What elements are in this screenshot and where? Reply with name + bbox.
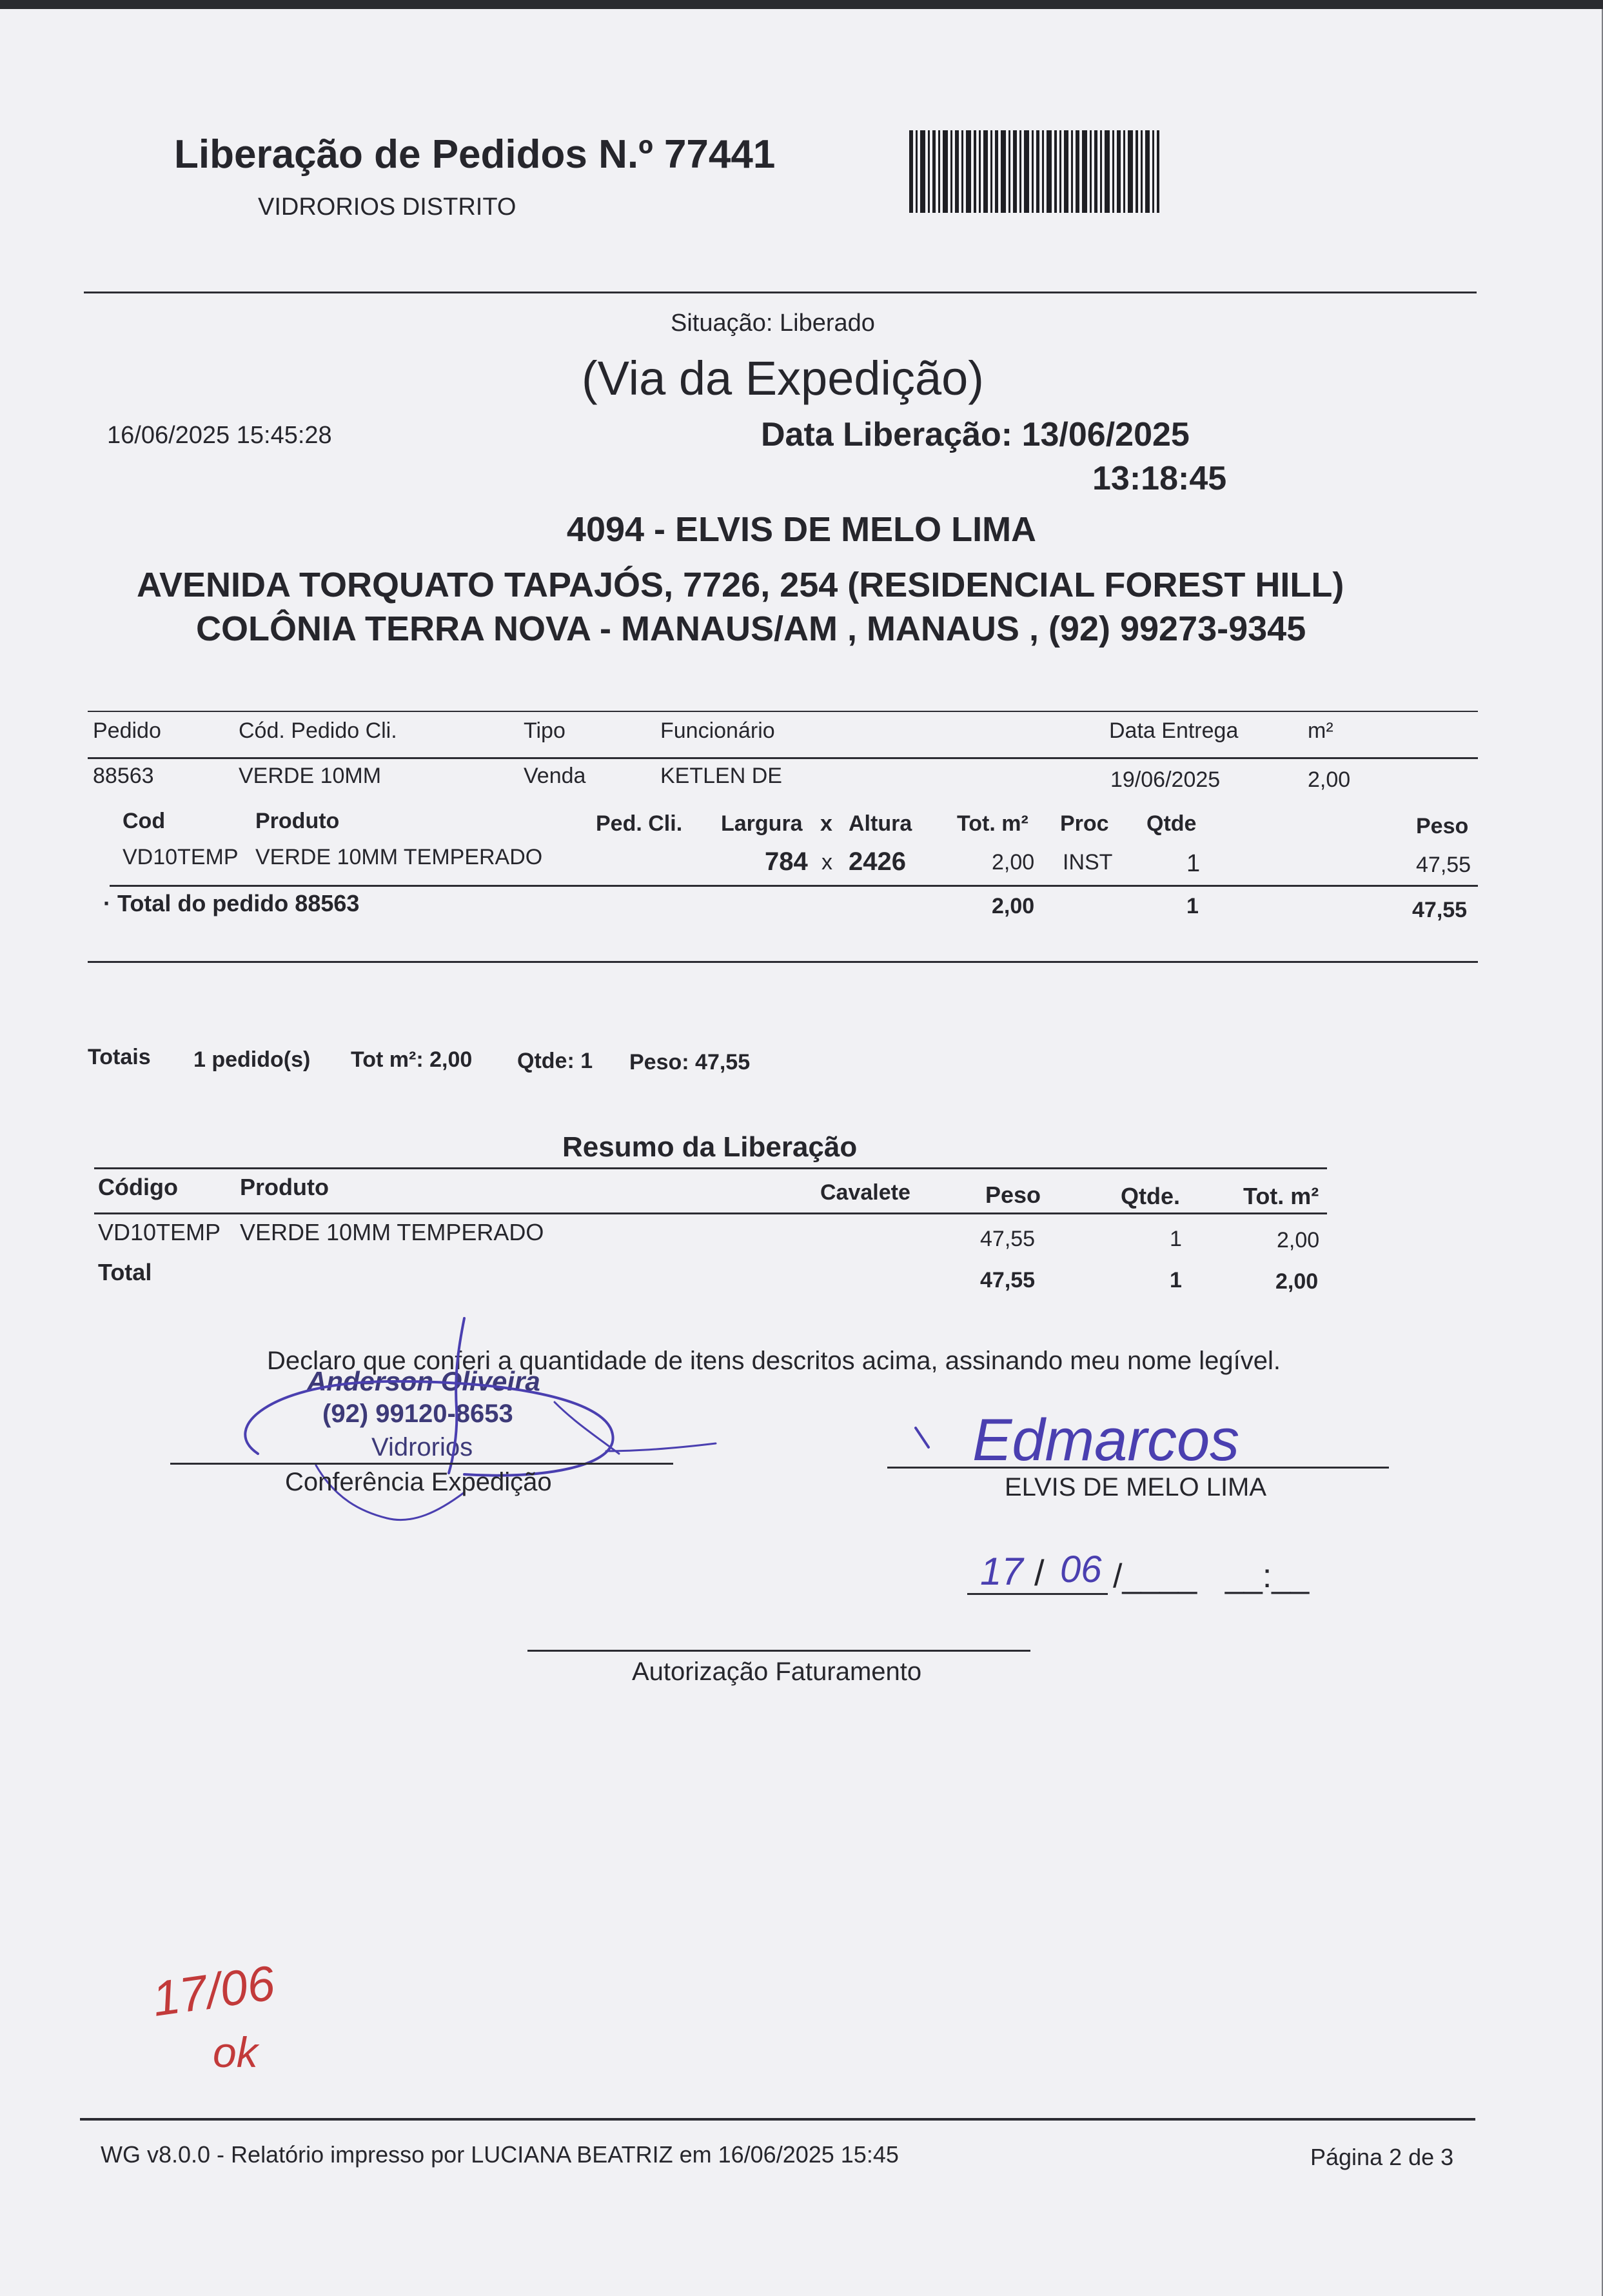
item-header-largura: Largura bbox=[721, 811, 803, 836]
resumo-header-cavalete: Cavalete bbox=[820, 1180, 910, 1205]
autorizacao-label: Autorização Faturamento bbox=[632, 1658, 922, 1686]
client-signature-text: Edmarcos bbox=[972, 1407, 1240, 1473]
resumo-total-tot-m2: 2,00 bbox=[1275, 1269, 1319, 1294]
row-cod-pedido-cli: VERDE 10MM bbox=[239, 764, 382, 788]
row-m2: 2,00 bbox=[1308, 767, 1351, 792]
item-header-peso: Peso bbox=[1416, 814, 1469, 838]
header-tipo: Tipo bbox=[524, 718, 565, 743]
item-total-rule bbox=[110, 885, 1478, 887]
item-header-ped-cli: Ped. Cli. bbox=[596, 811, 683, 836]
stamp-phone: (92) 99120-8653 bbox=[322, 1400, 513, 1428]
date-year-blank: /____ bbox=[1113, 1558, 1197, 1595]
header-funcionario: Funcionário bbox=[660, 718, 775, 743]
item-tot-m2: 2,00 bbox=[992, 850, 1035, 875]
order-total-tot-m2: 2,00 bbox=[992, 894, 1035, 918]
order-header-rule bbox=[88, 757, 1478, 759]
client-signature-line bbox=[887, 1467, 1389, 1469]
header-m2: m² bbox=[1308, 718, 1333, 743]
customer-name: 4094 - ELVIS DE MELO LIMA bbox=[566, 510, 1037, 549]
item-header-altura: Altura bbox=[849, 811, 912, 836]
resumo-row-peso: 47,55 bbox=[980, 1227, 1036, 1251]
footer-report-info: WG v8.0.0 - Relatório impresso por LUCIANA BEATRIZ em 16/06/2025 15:45 bbox=[101, 2141, 899, 2168]
resumo-header-rule bbox=[94, 1212, 1327, 1214]
footer-page-number: Página 2 de 3 bbox=[1310, 2144, 1454, 2170]
header-cod-pedido-cli: Cód. Pedido Cli. bbox=[239, 718, 397, 743]
resumo-row-qtde: 1 bbox=[1170, 1227, 1182, 1251]
data-liberacao-time: 13:18:45 bbox=[1092, 460, 1227, 497]
item-qtde: 1 bbox=[1186, 850, 1201, 877]
totais-peso: Peso: 47,55 bbox=[629, 1050, 751, 1074]
resumo-header-produto: Produto bbox=[240, 1174, 329, 1200]
header-data-entrega: Data Entrega bbox=[1109, 718, 1239, 743]
barcode bbox=[909, 130, 1159, 213]
date-separator-1: / bbox=[1034, 1552, 1045, 1593]
totais-qtde: Qtde: 1 bbox=[517, 1049, 593, 1073]
company-name: VIDRORIOS DISTRITO bbox=[258, 193, 516, 221]
resumo-row-codigo: VD10TEMP bbox=[98, 1219, 221, 1245]
stamp-name: Anderson Oliveira bbox=[307, 1366, 540, 1396]
time-blanks: __:__ bbox=[1225, 1558, 1310, 1595]
document-title: Liberação de Pedidos N.º 77441 bbox=[174, 132, 776, 177]
header-divider bbox=[84, 292, 1477, 293]
item-x: x bbox=[821, 850, 832, 875]
handwritten-note-date: 17/06 bbox=[149, 1955, 279, 2027]
order-total-qtde: 1 bbox=[1186, 894, 1199, 918]
item-altura: 2426 bbox=[849, 847, 906, 876]
totais-label: Totais bbox=[88, 1045, 151, 1069]
customer-address-line2: COLÔNIA TERRA NOVA - MANAUS/AM , MANAUS , (92) 99273-9345 bbox=[196, 609, 1306, 648]
resumo-header-qtde: Qtde. bbox=[1121, 1183, 1181, 1209]
item-proc: INST bbox=[1063, 850, 1113, 875]
declaration-text: Declaro que conferi a quantidade de itens descritos acima, assinando meu nome legível. bbox=[267, 1347, 1281, 1375]
handwritten-month: 06 bbox=[1060, 1549, 1102, 1590]
resumo-total-label: Total bbox=[98, 1259, 152, 1285]
conferencia-line bbox=[170, 1463, 673, 1465]
printed-datetime: 16/06/2025 15:45:28 bbox=[107, 422, 332, 449]
item-produto: VERDE 10MM TEMPERADO bbox=[255, 845, 543, 869]
item-header-produto: Produto bbox=[255, 809, 340, 833]
totais-pedidos: 1 pedido(s) bbox=[193, 1047, 311, 1072]
autorizacao-line bbox=[527, 1650, 1030, 1652]
order-table-top-rule bbox=[88, 711, 1478, 712]
item-header-x: x bbox=[820, 811, 832, 836]
item-header-tot-m2: Tot. m² bbox=[957, 811, 1028, 836]
client-name: ELVIS DE MELO LIMA bbox=[1005, 1473, 1267, 1501]
data-liberacao: Data Liberação: 13/06/2025 bbox=[761, 416, 1190, 453]
stamp-company: Vidrorios bbox=[371, 1433, 473, 1461]
resumo-header-peso: Peso bbox=[985, 1182, 1041, 1208]
resumo-top-rule bbox=[94, 1167, 1327, 1169]
situacao: Situação: Liberado bbox=[671, 310, 875, 337]
item-largura: 784 bbox=[765, 847, 808, 876]
resumo-total-peso: 47,55 bbox=[980, 1268, 1036, 1292]
item-cod: VD10TEMP bbox=[123, 845, 239, 869]
item-header-proc: Proc bbox=[1060, 811, 1109, 836]
order-total-peso: 47,55 bbox=[1412, 898, 1468, 922]
item-header-cod: Cod bbox=[123, 809, 166, 833]
handwritten-day: 17 bbox=[980, 1550, 1023, 1593]
order-table-bottom-rule bbox=[88, 961, 1478, 963]
footer-rule bbox=[80, 2118, 1475, 2121]
resumo-header-codigo: Código bbox=[98, 1174, 178, 1200]
client-signature bbox=[903, 1389, 1240, 1473]
date-underline-1 bbox=[967, 1593, 1108, 1595]
resumo-row-produto: VERDE 10MM TEMPERADO bbox=[240, 1219, 544, 1245]
resumo-header-tot-m2: Tot. m² bbox=[1243, 1183, 1319, 1209]
resumo-total-qtde: 1 bbox=[1170, 1268, 1182, 1292]
row-data-entrega: 19/06/2025 bbox=[1110, 767, 1221, 792]
document-page bbox=[0, 9, 1603, 2296]
customer-address-line1: AVENIDA TORQUATO TAPAJÓS, 7726, 254 (RESIDENCIAL FOREST HILL) bbox=[137, 566, 1344, 604]
handwritten-note-ok: ok bbox=[213, 2028, 258, 2076]
conferente-signature bbox=[193, 1305, 735, 1538]
via-expedicao: (Via da Expedição) bbox=[582, 351, 984, 405]
resumo-row-tot-m2: 2,00 bbox=[1277, 1228, 1320, 1252]
item-peso: 47,55 bbox=[1416, 853, 1471, 877]
header-pedido: Pedido bbox=[93, 718, 161, 743]
item-header-qtde: Qtde bbox=[1146, 811, 1197, 836]
conferencia-label: Conferência Expedição bbox=[285, 1468, 552, 1496]
order-total-label: · Total do pedido 88563 bbox=[103, 890, 360, 916]
totais-tot-m2: Tot m²: 2,00 bbox=[351, 1047, 473, 1072]
row-funcionario: KETLEN DE bbox=[660, 764, 782, 788]
row-tipo: Venda bbox=[524, 764, 586, 788]
row-pedido: 88563 bbox=[93, 764, 154, 788]
resumo-title: Resumo da Liberação bbox=[562, 1131, 858, 1163]
